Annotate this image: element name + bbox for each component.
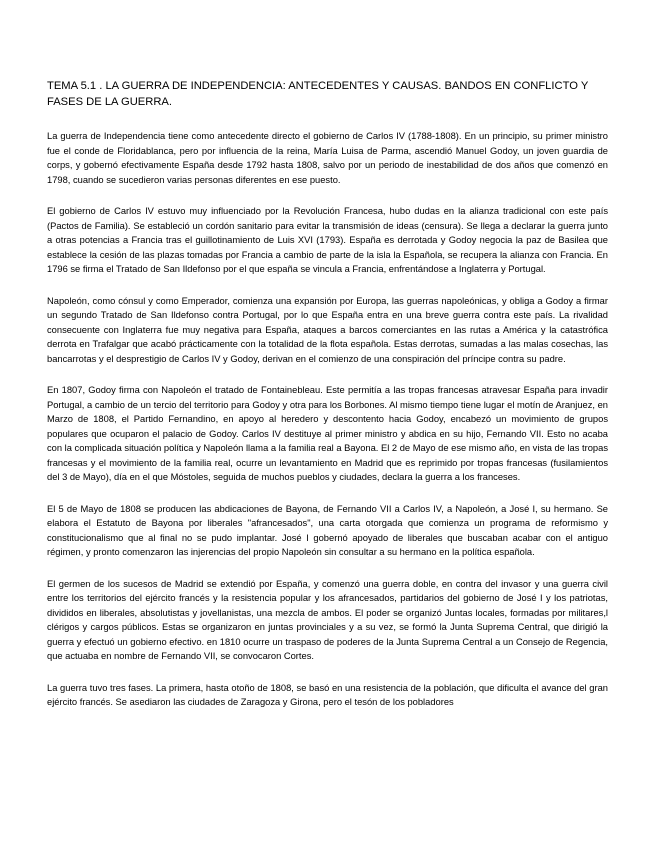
paragraph-abdicaciones-bayona: El 5 de Mayo de 1808 se producen las abdicaciones de Bayona, de Fernando VII a Carlos IV, a Napoleón, a José I, su hermano. Se elabora el Estatuto de Bayona por liberales "afrancesados", una carta otorgada que comienza un programa de reformismo y constitucionalismo que al final no se pudo implantar. José I gobernó apoyado de liberales que buscaban acabar con el antiguo régimen, y pronto comenzaron las injerencias del propio Napoleón sin consultar a su hermano en la política española. xyxy=(47,503,608,557)
document-title: TEMA 5.1 . LA GUERRA DE INDEPENDENCIA: ANTECEDENTES Y CAUSAS. BANDOS EN CONFLICTO Y FASES DE LA GUERRA. xyxy=(47,80,589,108)
paragraph-fases-guerra: La guerra tuvo tres fases. La primera, hasta otoño de 1808, se basó en una resistencia de la población, que dificulta el avance del gran ejército francés. Se asediaron las ciudades de Zaragoza y Girona, pero el tesón de los pobladores xyxy=(47,682,608,707)
paragraph-napoleon-expansion: Napoleón, como cónsul y como Emperador, comienza una expansión por Europa, las guerras napoleónicas, y obliga a Godoy a firmar un segundo Tratado de San Ildefonso contra Portugal, por lo que España entra en una breve guerra contra este país. La rivalidad consecuente con Inglaterra fue muy negativa para España, ataques a barcos comerciantes en las rutas a América y la catastrófica derrota en Trafalgar que acabó prácticamente con la totalidad de la flota española. Estas derrotas, sumadas a las malas cosechas, las bancarrotas y el desprestigio de Carlos IV y Godoy, derivan en el comienzo de una conspiración del príncipe contra su padre. xyxy=(47,295,608,364)
paragraph-guerra-doble: El germen de los sucesos de Madrid se extendió por España, y comenzó una guerra doble, en contra del invasor y una guerra civil entre los territorios del ejército francés y la resistencia popular y los afrancesados, partidarios del gobierno de José I y los patriotas, divididos en liberales, absolutistas y jovellanistas, una mezcla de ambos. El poder se organizó Juntas locales, formadas por militares,l clérigos y cargos públicos. Estas se organizaron en juntas provinciales y a su vez, se formó la Junta Suprema Central, que dirigió la guerra y efectuó un gobierno efectivo. en 1810 ocurre un traspaso de poderes de la Junta Suprema Central a un Consejo de Regencia, que actuaba en nombre de Fernando VII, se convocaron Cortes. xyxy=(47,578,608,661)
paragraph-revolucion-francesa: El gobierno de Carlos IV estuvo muy influenciado por la Revolución Francesa, hubo dudas en la alianza tradicional con este país (Pactos de Familia). Se estableció un cordón sanitario para evitar la transmisión de ideas (censura). Se llega a declarar la guerra junto a otras potencias a Francia tras el guillotinamiento de Luis XVI (1793). España es derrotada y Godoy negocia la paz de Basilea que establece la cesión de las plazas tomadas por Francia a cambio de parte de la isla la Española, se recupera la alianza con Francia. En 1796 se firma el Tratado de San Ildefonso por el que españa se vincula a Francia, enfrentándose a Inglaterra y Portugal. xyxy=(47,206,608,274)
paragraph-antecedentes: La guerra de Independencia tiene como antecedente directo el gobierno de Carlos IV (1788-1808). En un principio, su primer ministro fue el conde de Floridablanca, pero por influencia de la reina, María Luisa de Parma, ascendió Manuel Godoy, un joven guardia de corps, y gobernó efectivamente España desde 1792 hasta 1808, salvo por un periodo de inestabilidad de dos años que comenzó en 1798, cuando se sucedieron varias personas diferentes en ese puesto. xyxy=(47,131,608,185)
paragraph-fontainebleau: En 1807, Godoy firma con Napoleón el tratado de Fontainebleau. Este permitía a las tropas francesas atravesar España para invadir Portugal, a cambio de un tercio del territorio para Godoy y otra para los Borbones. Al mismo tiempo tiene lugar el motín de Aranjuez, en Marzo de 1808, el Partido Fernandino, en apoyo al heredero y descontento hacia Godoy, encabezó un movimiento de grupos populares que ocuparon el palacio de Godoy. Carlos IV destituye al primer ministro y abdica en su hijo, Fernando VII. Esto no acaba con la complicada situación política y Napoleón llama a la familia real a Bayona. El 2 de Mayo de ese mismo año, en vista de las tropas francesas y el movimiento de la familia real, ocurre un levantamiento en Madrid que es reprimido por tropas francesas (fusilamientos del 3 de Mayo), día en el que Móstoles, seguida de muchos pueblos y ciudades, declara la guerra a los franceses. xyxy=(47,385,608,482)
